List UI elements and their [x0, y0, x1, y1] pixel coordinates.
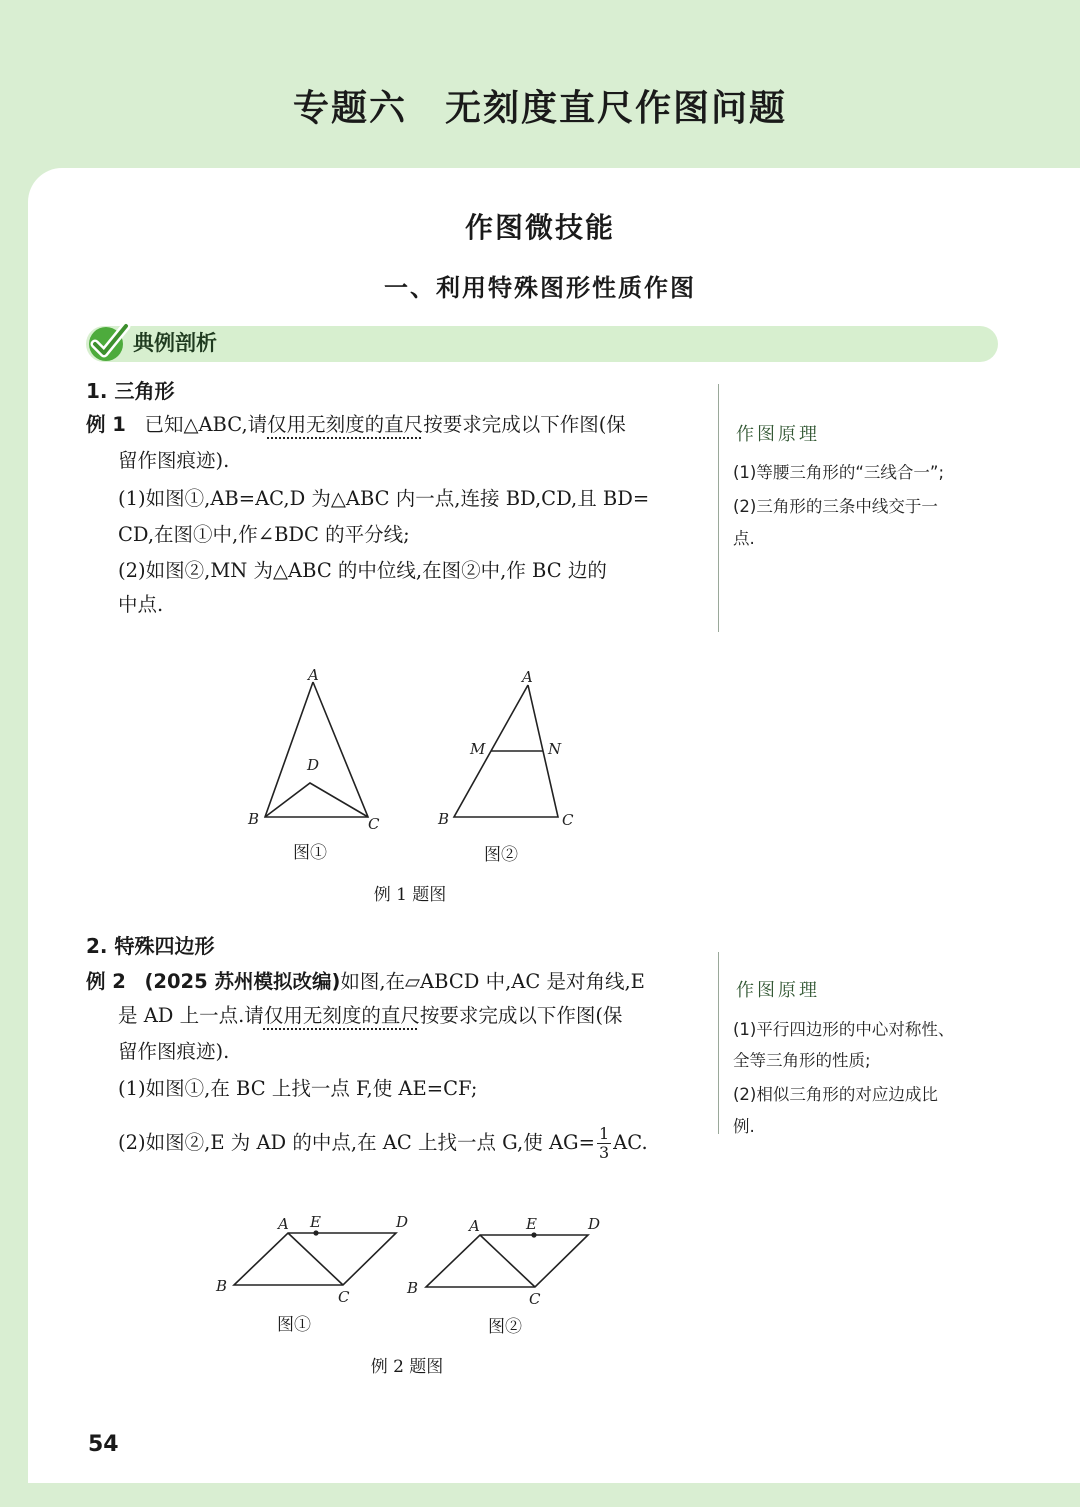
q1-fig2-label-b: B — [438, 810, 450, 828]
q2-divider — [718, 952, 719, 1134]
q2-fig1-label-d: D — [396, 1213, 409, 1231]
q1-heading: 1. 三角形 — [86, 379, 175, 403]
q2-fig1-label-e: E — [310, 1213, 321, 1231]
q1-line-5: (2)如图②,MN 为△ABC 的中位线,在图②中,作 BC 边的 — [118, 559, 607, 582]
q1-fig1-label-c: C — [368, 815, 380, 833]
q1-fig2-label-n: N — [548, 740, 562, 758]
q2-label: 例 2 — [86, 970, 126, 993]
q1-line-4: CD,在图①中,作∠BDC 的平分线; — [118, 523, 410, 546]
q2-fig1-label-b: B — [216, 1277, 228, 1295]
q2-fig2-label-c: C — [529, 1290, 541, 1308]
q2-fig2-caption: 图② — [488, 1317, 522, 1337]
q2-fig2-label-a: A — [469, 1217, 480, 1235]
q2-heading: 2. 特殊四边形 — [86, 934, 215, 958]
q1-line-1: 例 1 已知△ABC,请仅用无刻度的直尺按要求完成以下作图(保 — [86, 413, 626, 436]
q2-line-5: (2)如图②,E 为 AD 的中点,在 AC 上找一点 G,使 AG= $\frac{1}{3}$ AC. — [118, 1124, 648, 1162]
subsection-title: 一、利用特殊图形性质作图 — [384, 274, 696, 302]
q1-tip-1: (1)等腰三角形的“三线合一”; — [733, 463, 945, 482]
bottom-strip — [0, 1483, 1080, 1507]
q1-line-6: 中点. — [118, 593, 164, 616]
q1-line-3: (1)如图①,AB=AC,D 为△ABC 内一点,连接 BD,CD,且 BD= — [118, 487, 650, 510]
q1-fig2-label-m: M — [470, 740, 486, 758]
q2-line-4: (1)如图①,在 BC 上找一点 F,使 AE=CF; — [118, 1077, 478, 1100]
q1-figure-caption: 例 1 题图 — [373, 885, 447, 905]
q1-fig1-caption: 图① — [293, 843, 327, 863]
q1-tip-3: 点. — [733, 529, 755, 548]
q2-figure-caption: 例 2 题图 — [370, 1357, 444, 1377]
q2-figures — [200, 1205, 620, 1315]
q1-fig2-label-a: A — [522, 668, 533, 686]
q2-fig1-label-c: C — [338, 1288, 350, 1306]
check-circle-icon — [86, 320, 132, 366]
q2-fig2-label-b: B — [407, 1279, 419, 1297]
q1-fig2-caption: 图② — [484, 845, 518, 865]
q1-label: 例 1 — [86, 413, 126, 436]
q2-tip-4: 例. — [733, 1117, 755, 1136]
q2-tip-1: (1)平行四边形的中心对称性、 — [733, 1020, 955, 1039]
q2-line-3: 留作图痕迹). — [118, 1040, 230, 1063]
q2-line-1: 例 2 (2025 苏州模拟改编)如图,在▱ABCD 中,AC 是对角线,E — [86, 970, 645, 993]
q1-fig1-label-a: A — [308, 666, 319, 684]
title-part-1: 专题六 — [292, 88, 407, 129]
q2-tip-3: (2)相似三角形的对应边成比 — [733, 1085, 938, 1104]
q1-fig1-label-b: B — [248, 810, 260, 828]
q1-fig1-triangle — [265, 682, 368, 817]
q2-fraction: $\frac{1}{3}$ — [598, 1124, 610, 1162]
q2-fig2-label-e: E — [526, 1215, 537, 1233]
q1-fig1-label-d: D — [307, 756, 320, 774]
title-part-2: 无刻度直尺作图问题 — [445, 88, 788, 129]
q2-tip-2: 全等三角形的性质; — [733, 1051, 871, 1070]
q1-tip-2: (2)三角形的三条中线交于一 — [733, 497, 938, 516]
q2-fig1-caption: 图① — [277, 1315, 311, 1335]
q2-fig1-label-a: A — [278, 1215, 289, 1233]
q2-fig2-label-d: D — [588, 1215, 601, 1233]
page-number: 54 — [88, 1432, 119, 1457]
q2-tip-title: 作图原理 — [736, 976, 820, 1002]
q1-fig2-label-c: C — [562, 811, 574, 829]
q1-figures — [240, 660, 600, 840]
page-title — [0, 80, 1080, 131]
q1-line-2: 留作图痕迹). — [118, 449, 230, 472]
q1-divider — [718, 384, 719, 632]
example-bar — [86, 326, 998, 362]
q2-fig1-parallelogram — [234, 1231, 396, 1285]
section-title: 作图微技能 — [464, 211, 615, 244]
q2-line-2: 是 AD 上一点.请仅用无刻度的直尺按要求完成以下作图(保 — [118, 1004, 623, 1027]
q1-tip-title: 作图原理 — [736, 420, 820, 446]
q2-fig2-parallelogram — [426, 1233, 588, 1287]
example-bar-label: 典例剖析 — [133, 331, 217, 355]
q2-source: (2025 苏州模拟改编) — [144, 970, 341, 993]
